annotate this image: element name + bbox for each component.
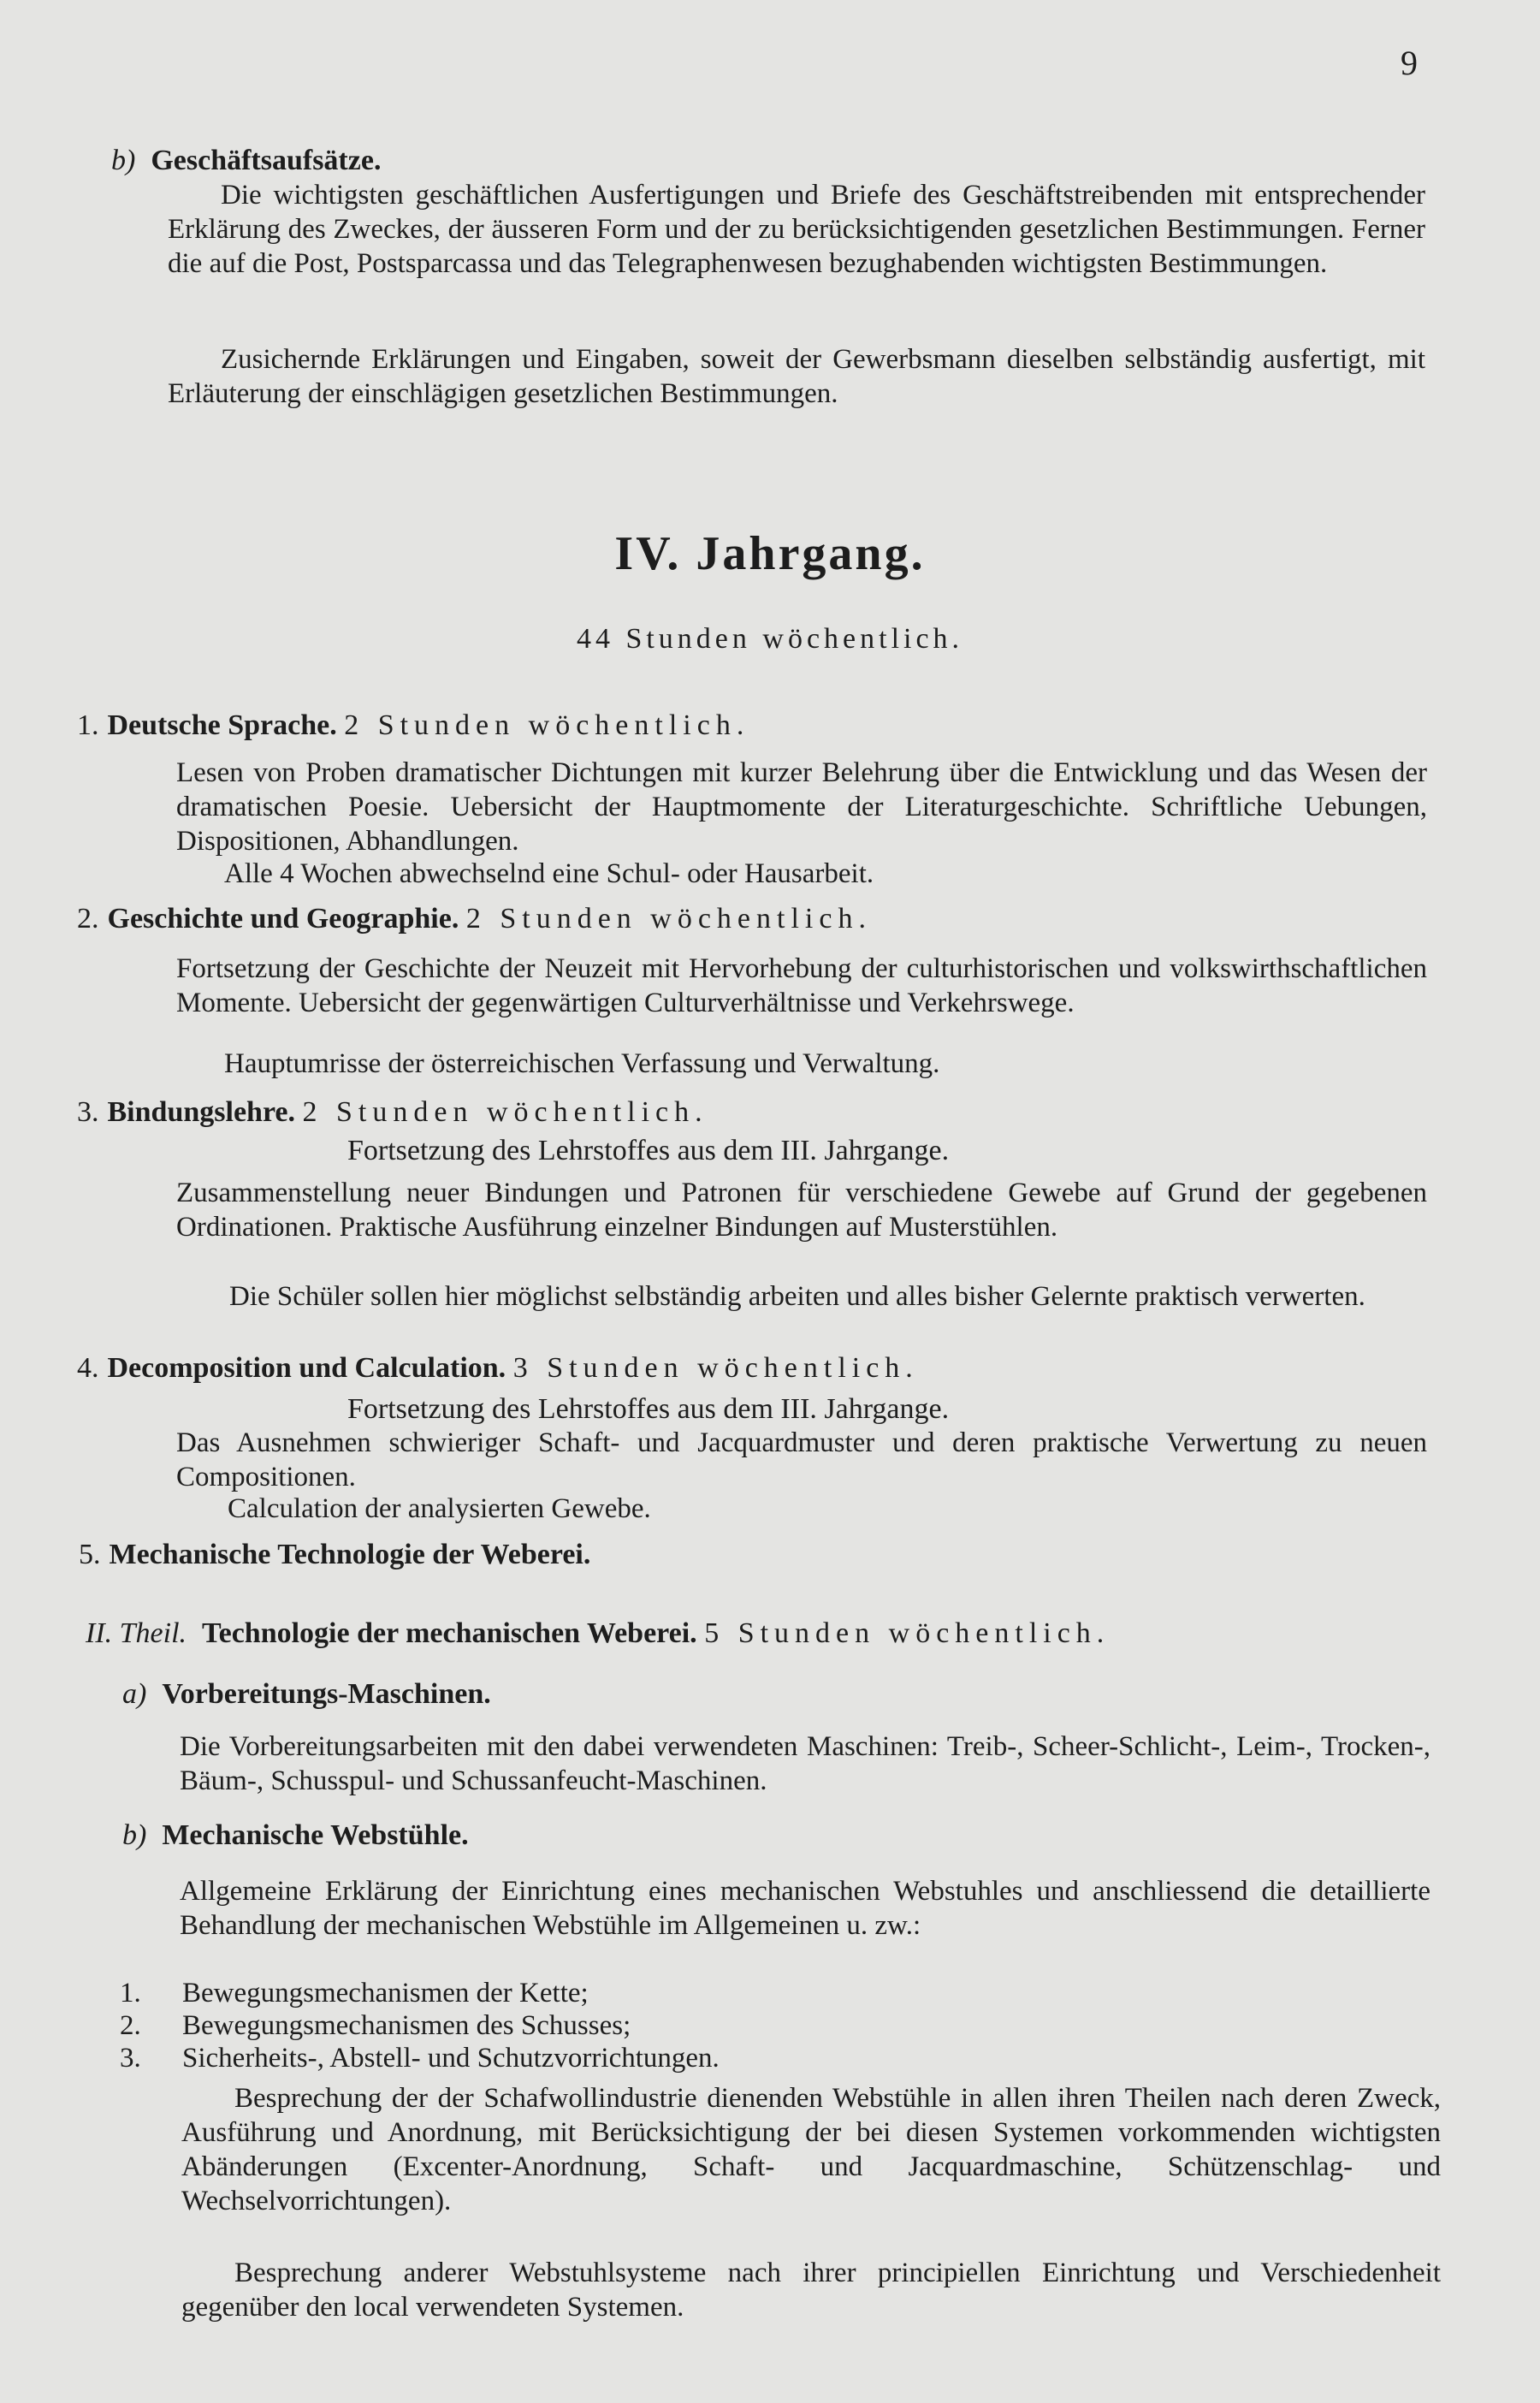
list-item-text: Bewegungsmechanismen des Schusses; [182,2010,631,2041]
subject-4-paragraph-1: Das Ausnehmen schwieriger Schaft- und Jacquardmuster und deren praktische Verwertung zu neuen Compositionen. [176,1427,1427,1492]
subject-1-hours: 2 Stunden wöchentlich. [344,709,750,741]
list-item [120,2009,1420,2042]
subject-4-name: Decomposition und Calculation. [107,1352,506,1384]
list-item-number: 1. [120,1978,141,2008]
part-name: Technologie der mechanischen Weberei. [202,1617,697,1649]
part-a-heading: Vorbereitungs-Maschinen. [162,1678,491,1710]
subject-1-paragraph-1: Lesen von Proben dramatischer Dichtungen mit kurzer Belehrung über die Entwicklung und das Wesen der dramatischen Poesie. Uebersicht der Hauptmomente der Literaturgeschichte. Schriftliche Uebungen, Dispositionen, Abhandlungen. [176,757,1427,857]
part-a-heading-line [122,1677,491,1712]
part-b-paragraph-2: Besprechung anderer Webstuhlsysteme nach ihrer principiellen Einrichtung und Verschiedenheit gegenüber den local verwendeten Systemen. [181,2258,1441,2323]
subject-2-heading [77,902,872,936]
section-b-heading: Geschäftsaufsätze. [151,145,382,176]
part-heading [86,1617,1110,1651]
subject-2-name: Geschichte und Geographie. [107,903,459,934]
section-b-heading-line [111,144,381,178]
subject-3-paragraph-1: Zusammenstellung neuer Bindungen und Patronen für verschiedene Gewebe auf Grund der gegebenen Ordinationen. Praktische Ausführung einzelner Bindungen auf Musterstühlen. [176,1178,1427,1243]
subject-5-name: Mechanische Technologie der Weberei. [109,1539,591,1570]
section-b-label: b) [111,145,136,176]
subject-2-hours: 2 Stunden wöchentlich. [465,903,872,934]
part-b-intro: Allgemeine Erklärung der Einrichtung eines mechanischen Webstuhles und anschliessend die detaillierte Behandlung der mechanischen Webstühle im Allgemeinen u. zw.: [180,1876,1430,1941]
list-item [120,2042,1420,2074]
list-item [120,1977,1420,2009]
mechanism-list [120,1977,1420,2074]
part-a-label: a) [122,1678,147,1710]
subject-2-paragraph-2: Hauptumrisse der österreichischen Verfassung und Verwaltung. [224,1048,940,1079]
subject-5-heading [79,1538,590,1572]
section-b-paragraph-2: Zusichernde Erklärungen und Eingaben, soweit der Gewerbsmann dieselben selbständig ausfertigt, mit Erläuterung der einschlägigen gesetzlichen Bestimmungen. [168,344,1425,409]
subject-4-heading [77,1351,919,1385]
part-label: II. Theil. [86,1617,187,1649]
page-number: 9 [1401,44,1418,82]
subject-1-name: Deutsche Sprache. [107,709,337,741]
list-item-text: Bewegungsmechanismen der Kette; [182,1978,589,2008]
subject-1-heading [77,709,749,743]
subject-1-number: 1. [77,709,99,741]
subject-2-number: 2. [77,903,99,934]
subject-4-number: 4. [77,1352,99,1384]
subject-1-paragraph-2: Alle 4 Wochen abwechselnd eine Schul- oder Hausarbeit. [224,858,874,889]
subject-3-hours: 2 Stunden wöchentlich. [302,1096,708,1128]
part-a-paragraph: Die Vorbereitungsarbeiten mit den dabei verwendeten Maschinen: Treib-, Scheer-Schlicht-, Leim-, Trocken-, Bäum-, Schusspul- und Schussanfeucht-Maschinen. [180,1731,1430,1796]
subject-4-paragraph-2: Calculation der analysierten Gewebe. [228,1493,651,1524]
part-hours: 5 Stunden wöchentlich. [704,1617,1111,1649]
total-hours: 44 Stunden wöchentlich. [576,623,964,655]
part-b-paragraph-1: Besprechung der der Schafwollindustrie dienenden Webstühle in allen ihren Theilen nach deren Zweck, Ausführung und Anordnung, mit Berücksichtigung der bei diesen Systemen vorkommenden wichtigsten Abänderungen (Excenter-Anordnung, Schaft- und Jacquardmaschine, Schützenschlag- und Wechselvorrichtungen). [181,2083,1441,2216]
part-b-heading: Mechanische Webstühle. [162,1819,469,1851]
subject-3-number: 3. [77,1096,99,1128]
section-b-paragraph-1: Die wichtigsten geschäftlichen Ausfertigungen und Briefe des Geschäftstreibenden mit entsprechender Erklärung des Zweckes, der äusseren Form und der zu berücksichtigenden gesetzlichen Bestimmungen. Ferner die auf die Post, Postsparcassa und das Telegraphenwesen bezughabenden wichtigsten Bestimmungen. [168,180,1425,279]
page-title: IV. Jahrgang. [614,527,926,580]
list-item-text: Sicherheits-, Abstell- und Schutzvorrichtungen. [182,2043,720,2074]
subject-3-paragraph-2: Die Schüler sollen hier möglichst selbständig arbeiten und alles bisher Gelernte praktisch verwerten. [229,1281,1365,1312]
subject-5-number: 5. [79,1539,101,1570]
subject-4-hours: 3 Stunden wöchentlich. [512,1352,919,1384]
subject-3-heading [77,1095,708,1130]
list-item-number: 2. [120,2010,141,2041]
part-b-label: b) [122,1819,147,1851]
subject-3-continuation: Fortsetzung des Lehrstoffes aus dem III. Jahrgange. [347,1135,950,1166]
part-b-heading-line [122,1819,469,1853]
subject-4-continuation: Fortsetzung des Lehrstoffes aus dem III. Jahrgange. [347,1393,950,1425]
list-item-number: 3. [120,2043,141,2074]
subject-2-paragraph-1: Fortsetzung der Geschichte der Neuzeit mit Hervorhebung der culturhistorischen und volkswirthschaftlichen Momente. Uebersicht der gegenwärtigen Culturverhältnisse und Verkehrswege. [176,953,1427,1018]
subject-3-name: Bindungslehre. [107,1096,296,1128]
